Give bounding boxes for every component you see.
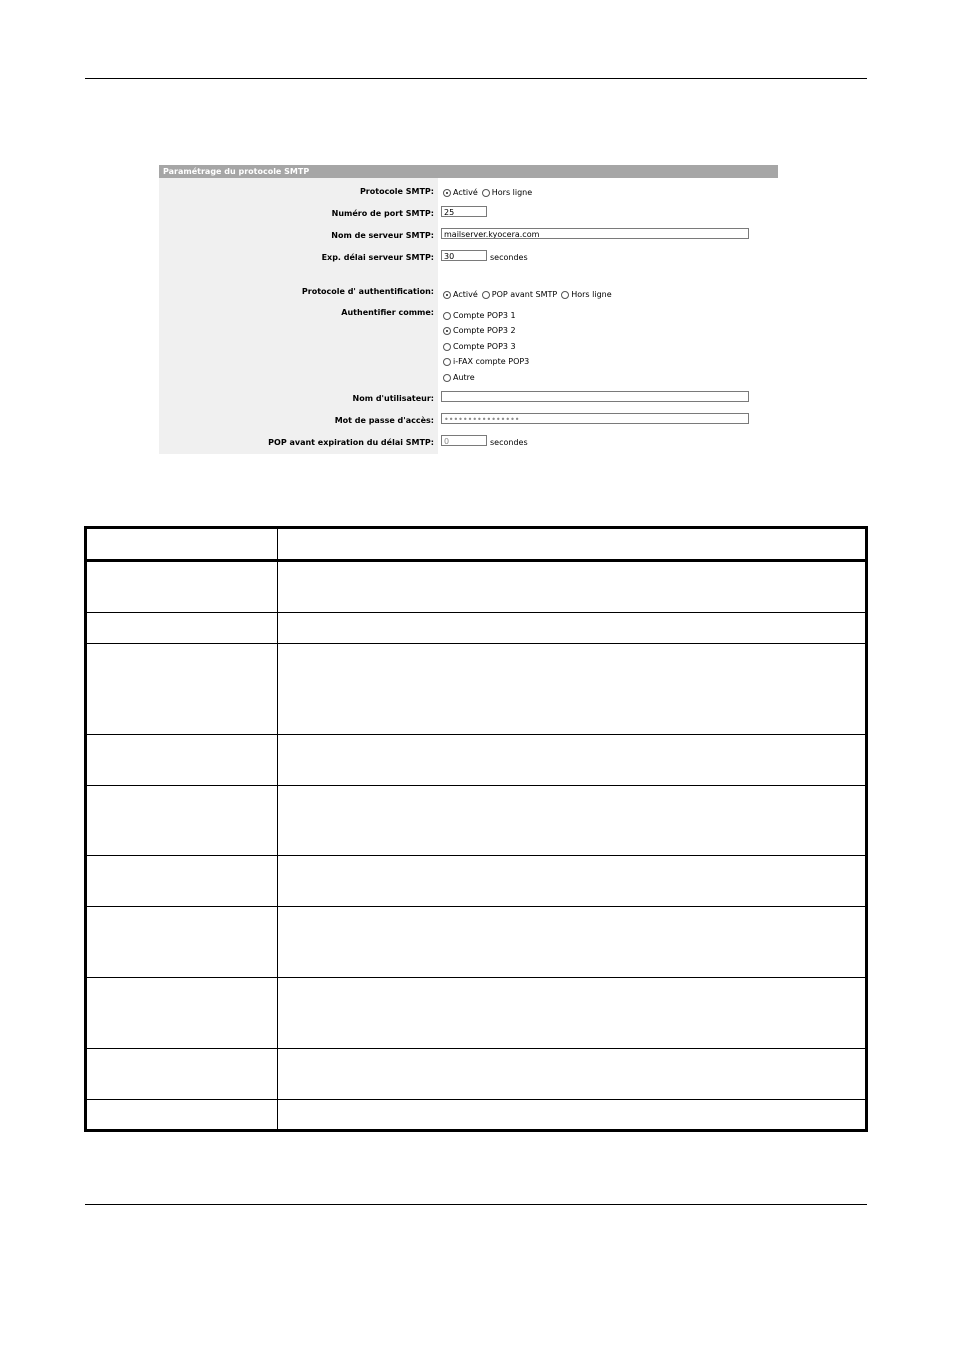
radio-icon[interactable] (443, 312, 451, 320)
radio-selected-icon[interactable] (443, 291, 451, 299)
radio-icon[interactable] (482, 189, 490, 197)
smtp-timeout-label: Exp. délai serveur SMTP: (321, 253, 434, 262)
password-label: Mot de passe d'accès: (334, 416, 434, 425)
radio-icon[interactable] (482, 291, 490, 299)
option-label: Activé (453, 188, 478, 197)
auth-protocol-option-enabled[interactable] (443, 290, 478, 299)
auth-protocol-option-offline[interactable] (561, 290, 611, 299)
column-separator (277, 529, 278, 1129)
panel-title: Paramétrage du protocole SMTP (159, 165, 778, 178)
username-input[interactable] (441, 391, 749, 402)
table-row-separator (87, 734, 865, 735)
table-row-separator (87, 977, 865, 978)
radio-selected-icon[interactable] (443, 189, 451, 197)
smtp-timeout-input[interactable]: 30 (441, 250, 487, 261)
table-row-separator (87, 785, 865, 786)
auth-as-option-other[interactable] (443, 373, 475, 382)
auth-as-label: Authentifier comme: (341, 308, 434, 317)
smtp-port-label: Numéro de port SMTP: (331, 209, 434, 218)
smtp-port-input[interactable]: 25 (441, 206, 487, 217)
radio-icon[interactable] (443, 374, 451, 382)
password-input[interactable]: •••••••••••••••• (441, 413, 749, 424)
smtp-protocol-option-offline[interactable] (482, 188, 532, 197)
auth-as-option-pop3-2[interactable] (443, 326, 516, 335)
option-label: Compte POP3 3 (453, 342, 516, 351)
option-label: Autre (453, 373, 475, 382)
header-rule (85, 78, 867, 79)
table-row-separator (87, 643, 865, 644)
auth-as-option-pop3-1[interactable] (443, 311, 516, 320)
smtp-protocol-radio-group (443, 188, 536, 197)
table-row-separator (87, 1099, 865, 1100)
pop-timeout-label: POP avant expiration du délai SMTP: (268, 438, 434, 447)
smtp-server-label: Nom de serveur SMTP: (331, 231, 434, 240)
radio-icon[interactable] (443, 358, 451, 366)
option-label: Activé (453, 290, 478, 299)
option-label: POP avant SMTP (491, 290, 558, 299)
option-label: Hors ligne (491, 188, 533, 197)
radio-icon[interactable] (561, 291, 569, 299)
smtp-server-input[interactable]: mailserver.kyocera.com (441, 228, 749, 239)
auth-as-option-ifax-pop3[interactable] (443, 357, 529, 366)
auth-as-option-pop3-3[interactable] (443, 342, 516, 351)
footer-rule (85, 1204, 867, 1205)
option-label: Compte POP3 2 (453, 326, 516, 335)
table-row-separator (87, 855, 865, 856)
table-row-separator (87, 1048, 865, 1049)
smtp-protocol-label: Protocole SMTP: (359, 187, 434, 196)
smtp-timeout-unit: secondes (490, 253, 528, 262)
auth-protocol-radio-group (443, 290, 616, 299)
option-label: i-FAX compte POP3 (453, 357, 530, 366)
auth-protocol-label: Protocole d' authentification: (301, 287, 434, 296)
smtp-settings-panel (159, 165, 778, 454)
radio-icon[interactable] (443, 343, 451, 351)
option-label: Hors ligne (571, 290, 612, 299)
username-label: Nom d'utilisateur: (352, 394, 434, 403)
description-table (84, 526, 868, 1132)
auth-protocol-option-pop-before-smtp[interactable] (482, 290, 557, 299)
option-label: Compte POP3 1 (453, 311, 516, 320)
smtp-protocol-option-enabled[interactable] (443, 188, 478, 197)
pop-timeout-unit: secondes (490, 438, 528, 447)
table-row-separator (87, 612, 865, 613)
table-row-separator (87, 906, 865, 907)
table-row-separator (87, 559, 865, 562)
radio-selected-icon[interactable] (443, 327, 451, 335)
pop-timeout-input[interactable]: 0 (441, 435, 487, 446)
